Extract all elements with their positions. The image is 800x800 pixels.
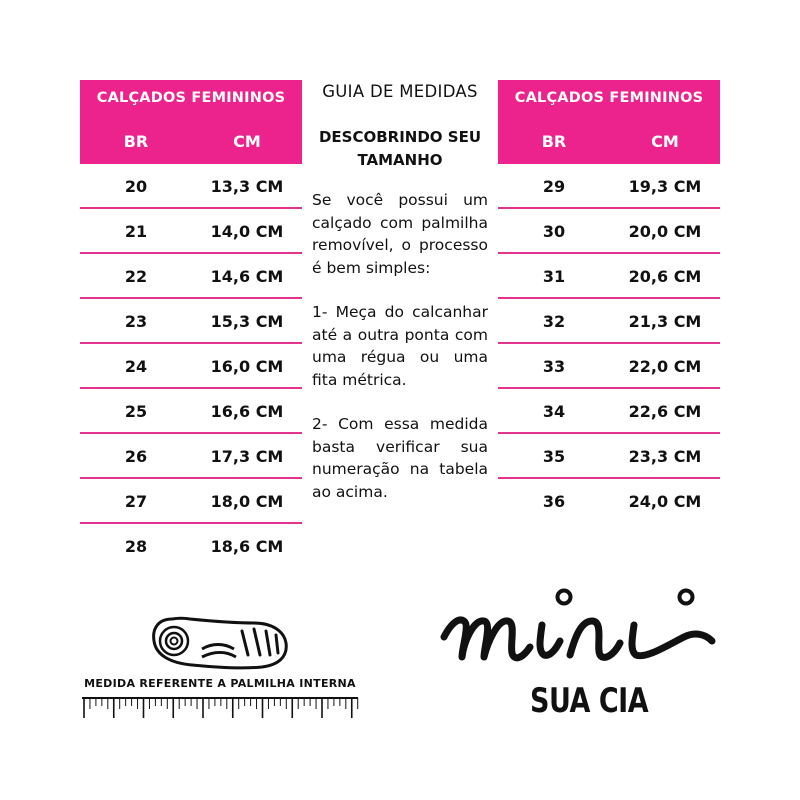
- table-row: [498, 389, 720, 434]
- size-cm-cell: 14,6 CM: [210, 267, 284, 286]
- size-cm-cell: 16,6 CM: [210, 402, 284, 421]
- size-br-cell: 26: [124, 447, 148, 466]
- size-cm-cell: 20,6 CM: [628, 267, 702, 286]
- column-header-br: BR: [541, 132, 567, 151]
- table-row: [498, 254, 720, 299]
- table-row: [80, 479, 302, 524]
- size-br-cell: 28: [124, 537, 148, 556]
- size-br-cell: 23: [124, 312, 148, 331]
- table-header-left: [80, 80, 302, 164]
- size-table-right: [498, 80, 720, 524]
- column-header-cm: CM: [233, 132, 261, 151]
- size-cm-cell: 16,0 CM: [210, 357, 284, 376]
- size-br-cell: 33: [542, 357, 566, 376]
- size-cm-cell: 23,3 CM: [628, 447, 702, 466]
- mini-logo: [440, 585, 730, 680]
- table-body-left: [80, 164, 302, 569]
- size-br-cell: 20: [124, 177, 148, 196]
- size-br-cell: 32: [542, 312, 566, 331]
- guide-step-2: 2- Com essa medida basta verificar sua numeração na tabela ao acima.: [312, 415, 488, 501]
- brand-tagline: SUA CIA: [530, 682, 649, 721]
- table-body-right: [498, 164, 720, 524]
- guide-intro-text: Se você possui um calçado com palmilha removível, o processo é bem simples:: [312, 191, 488, 277]
- size-br-cell: 21: [124, 222, 148, 241]
- column-header-br: BR: [123, 132, 149, 151]
- size-cm-cell: 24,0 CM: [628, 492, 702, 511]
- measurement-guide: [312, 80, 488, 503]
- guide-step-1: 1- Meça do calcanhar até a outra ponta com uma régua ou uma fita métrica.: [312, 303, 488, 389]
- table-row: [80, 344, 302, 389]
- size-br-cell: 29: [542, 177, 566, 196]
- guide-subtitle: DESCOBRINDO SEU TAMANHO: [318, 128, 482, 169]
- size-br-cell: 22: [124, 267, 148, 286]
- size-cm-cell: 13,3 CM: [210, 177, 284, 196]
- size-cm-cell: 21,3 CM: [628, 312, 702, 331]
- size-cm-cell: 22,6 CM: [628, 402, 702, 421]
- size-br-cell: 35: [542, 447, 566, 466]
- table-title-left: CALÇADOS FEMININOS: [96, 90, 286, 106]
- table-row: [80, 164, 302, 209]
- size-cm-cell: 18,0 CM: [210, 492, 284, 511]
- size-br-cell: 31: [542, 267, 566, 286]
- table-row: [498, 479, 720, 524]
- size-cm-cell: 17,3 CM: [210, 447, 284, 466]
- table-row: [498, 344, 720, 389]
- size-cm-cell: 18,6 CM: [210, 537, 284, 556]
- table-row: [498, 209, 720, 254]
- table-row: [498, 434, 720, 479]
- table-row: [80, 524, 302, 569]
- table-row: [80, 209, 302, 254]
- table-header-right: [498, 80, 720, 164]
- size-br-cell: 25: [124, 402, 148, 421]
- table-row: [498, 299, 720, 344]
- guide-title: GUIA DE MEDIDAS: [322, 82, 478, 101]
- table-row: [80, 254, 302, 299]
- table-row: [80, 389, 302, 434]
- size-br-cell: 27: [124, 492, 148, 511]
- size-br-cell: 36: [542, 492, 566, 511]
- size-br-cell: 34: [542, 402, 566, 421]
- table-row: [80, 434, 302, 479]
- size-cm-cell: 19,3 CM: [628, 177, 702, 196]
- column-header-cm: CM: [651, 132, 679, 151]
- size-cm-cell: 20,0 CM: [628, 222, 702, 241]
- ruler-icon: [82, 696, 360, 720]
- table-row: [80, 299, 302, 344]
- size-cm-cell: 15,3 CM: [210, 312, 284, 331]
- size-table-left: [80, 80, 302, 569]
- measure-label: MEDIDA REFERENTE A PALMILHA INTERNA: [84, 677, 356, 690]
- size-cm-cell: 22,0 CM: [628, 357, 702, 376]
- size-cm-cell: 14,0 CM: [210, 222, 284, 241]
- insole-icon: [150, 615, 290, 675]
- table-row: [498, 164, 720, 209]
- table-title-right: CALÇADOS FEMININOS: [514, 90, 704, 106]
- size-br-cell: 30: [542, 222, 566, 241]
- size-br-cell: 24: [124, 357, 148, 376]
